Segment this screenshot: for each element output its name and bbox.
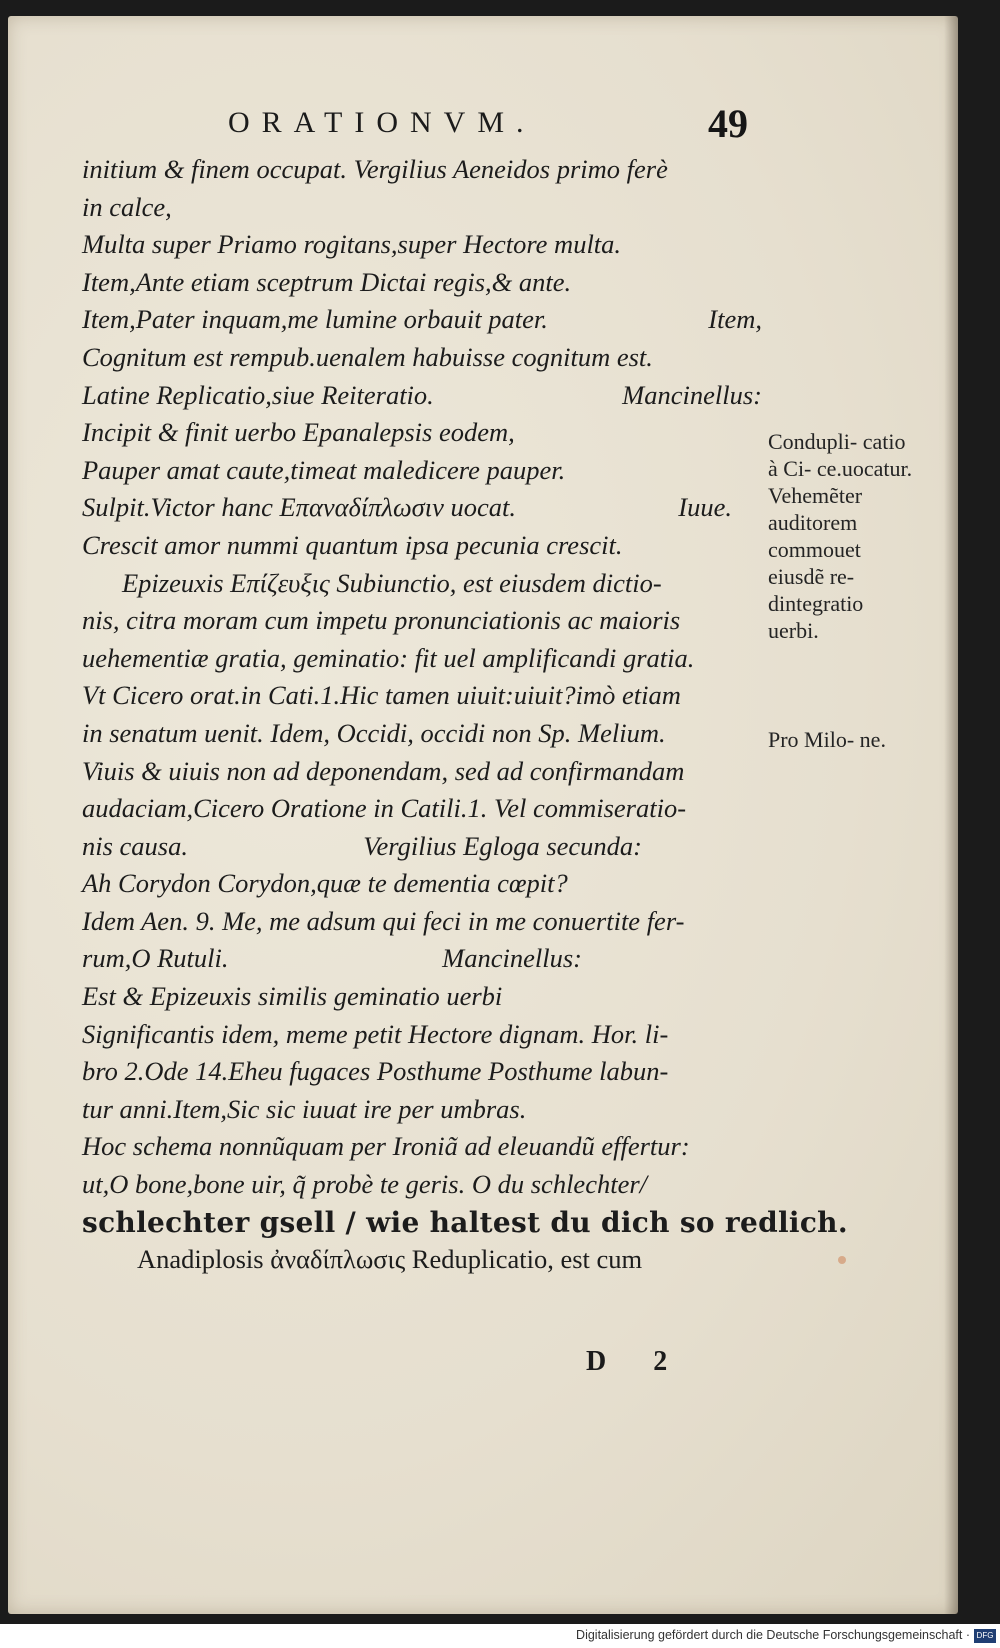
text-line-right: Vergilius Egloga secunda: (363, 830, 642, 861)
text-line: nis, citra moram cum impetu pronunciationis ac maioris (82, 605, 681, 636)
page-edge-shadow (944, 16, 958, 1614)
text-line: in senatum uenit. Idem, Occidi, occidi non Sp. Melium. (82, 717, 666, 748)
text-line-right: Iuue. (678, 492, 732, 523)
text-line-right: Item, (708, 304, 762, 335)
text-line: Item,Ante etiam sceptrum Dictai regis,& ante. (82, 266, 572, 297)
text-line: Hoc schema nonnũquam per Ironiã ad eleuandũ effertur: (82, 1131, 690, 1162)
text-line: Pauper amat caute,timeat maledicere pauper. (82, 454, 566, 485)
text-line: Cognitum est rempub.uenalem habuisse cognitum est. (82, 341, 653, 372)
paper-stain (838, 1256, 846, 1264)
text-line: Epizeuxis Επίζευξις Subiunctio, est eiusdem dictio- (122, 567, 662, 598)
text-line-right: Mancinellus: (622, 379, 762, 410)
text-line: Item,Pater inquam,me lumine orbauit pater. Item, (82, 301, 762, 339)
dfg-logo: DFG (974, 1629, 996, 1643)
text-line: audaciam,Cicero Oratione in Catili.1. Vel commiseratio- (82, 793, 687, 824)
text-line-right: Mancinellus: (442, 943, 582, 974)
margin-note-pro-milone: Pro Milo- ne. (768, 727, 886, 752)
text-line: Latine Replicatio,siue Reiteratio. Mancinellus: (82, 377, 762, 415)
running-title: ORATIONVM. (228, 106, 536, 139)
text-line: Crescit amor nummi quantum ipsa pecunia crescit. (82, 529, 623, 560)
text-line: ut,O bone,bone uir, q̃ probè te geris. O du schlechter/ (82, 1169, 648, 1200)
text-line: in calce, (82, 191, 172, 222)
page-number: 49 (708, 101, 748, 146)
text-line: rum,O Rutuli. Mancinellus: (82, 940, 762, 978)
book-page (8, 16, 958, 1614)
text-line: nis causa. Vergilius Egloga secunda: (82, 828, 762, 866)
text-line: Viuis & uiuis non ad deponendam, sed ad confirmandam (82, 755, 685, 786)
footer-credit: Digitalisierung gefördert durch die Deutsche Forschungsgemeinschaft · (576, 1628, 970, 1642)
text-line-fraktur: schlechter gsell / wie haltest du dich so redlich. (82, 1205, 848, 1239)
text-line: tur anni.Item,Sic sic iuuat ire per umbras. (82, 1093, 527, 1124)
text-line: Incipit & finit uerbo Epanalepsis eodem, (82, 417, 515, 448)
margin-note-conduplicatio: Condupli- catio à Ci- ce.uocatur. Vehemẽter auditorem commouet eiusdẽ re- dintegratio uerbi. (768, 429, 913, 643)
text-line: Multa super Priamo rogitans,super Hectore multa. (82, 229, 622, 260)
text-line: bro 2.Ode 14.Eheu fugaces Posthume Posthume labun- (82, 1056, 669, 1087)
text-line: Idem Aen. 9. Me, me adsum qui feci in me conuertite fer- (82, 905, 685, 936)
text-line: initium & finem occupat. Vergilius Aeneidos primo ferè (82, 154, 668, 184)
digitization-footer (0, 1624, 1000, 1648)
text-line: Ah Corydon Corydon,quæ te dementia cœpit? (82, 868, 568, 899)
text-line: Est & Epizeuxis similis geminatio uerbi (82, 981, 503, 1012)
text-line: Vt Cicero orat.in Cati.1.Hic tamen uiuit:uiuit?imò etiam (82, 680, 681, 711)
text-line: Significantis idem, meme petit Hectore dignam. Hor. li- (82, 1018, 669, 1049)
text-line: Sulpit.Victor hanc Επαναδίπλωσιν uocat. Iuue. (82, 489, 762, 527)
signature-mark: D 2 (586, 1346, 688, 1377)
text-line: Anadiplosis ἀναδίπλωσις Reduplicatio, est cum (137, 1244, 643, 1275)
running-head (228, 101, 748, 146)
text-line: uehementiæ gratia, geminatio: fit uel amplificandi gratia. (82, 642, 695, 673)
